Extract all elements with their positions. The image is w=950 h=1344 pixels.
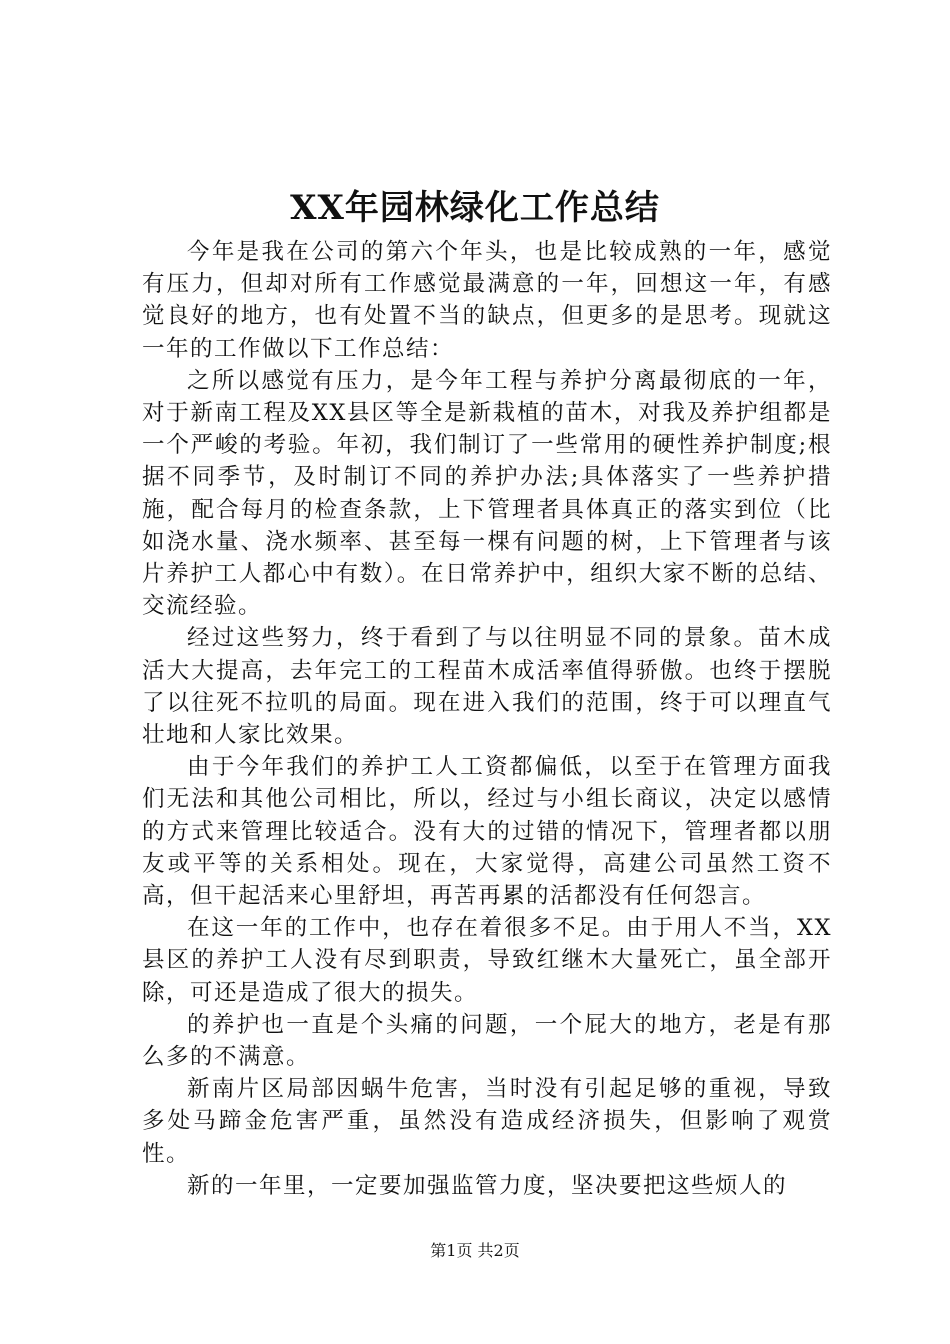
paragraph: 今年是我在公司的第六个年头，也是比较成熟的一年，感觉有压力，但却对所有工作感觉最满意的一年，回想这一年，有感觉良好的地方，也有处置不当的缺点，但更多的是思考。现就这一年的工作做以下工作总结： — [142, 239, 832, 362]
paragraph: 新南片区局部因蜗牛危害，当时没有引起足够的重视，导致多处马蹄金危害严重，虽然没有造成经济损失，但影响了观赏性。 — [142, 1076, 832, 1167]
paragraph: 之所以感觉有压力，是今年工程与养护分离最彻底的一年，对于新南工程及XX县区等全是新栽植的苗木，对我及养护组都是一个严峻的考验。年初，我们制订了一些常用的硬性养护制度;根据不同季节，及时制订不同的养护办法;具体落实了一些养护措施，配合每月的检查条款，上下管理者具体真正的落实到位（比如浇水量、浇水频率、甚至每一棵有问题的树，上下管理者与该片养护工人都心中有数）。在日常养护中，组织大家不断的总结、交流经验。 — [142, 367, 832, 620]
document-body — [142, 236, 832, 1202]
document-title: XX年园林绿化工作总结 — [290, 188, 660, 228]
paragraph: 的养护也一直是个头痛的问题，一个屁大的地方，老是有那么多的不满意。 — [142, 1011, 832, 1071]
paragraph: 在这一年的工作中，也存在着很多不足。由于用人不当，XX县区的养护工人没有尽到职责，导致红继木大量死亡，虽全部开除，可还是造成了很大的损失。 — [142, 915, 832, 1006]
paragraph: 新的一年里，一定要加强监管力度，坚决要把这些烦人的 — [187, 1172, 788, 1199]
page-footer: 第1页 共2页 — [430, 1241, 520, 1260]
paragraph: 经过这些努力，终于看到了与以往明显不同的景象。苗木成活大大提高，去年完工的工程苗木成活率值得骄傲。也终于摆脱了以往死不拉叽的局面。现在进入我们的范围，终于可以理直气壮地和人家比效果。 — [142, 625, 832, 749]
paragraph: 由于今年我们的养护工人工资都偏低，以至于在管理方面我们无法和其他公司相比，所以，经过与小组长商议，决定以感情的方式来管理比较适合。没有大的过错的情况下，管理者都以朋友或平等的关系相处。现在，大家觉得，高建公司虽然工资不高，但干起活来心里舒坦，再苦再累的活都没有任何怨言。 — [142, 754, 832, 910]
